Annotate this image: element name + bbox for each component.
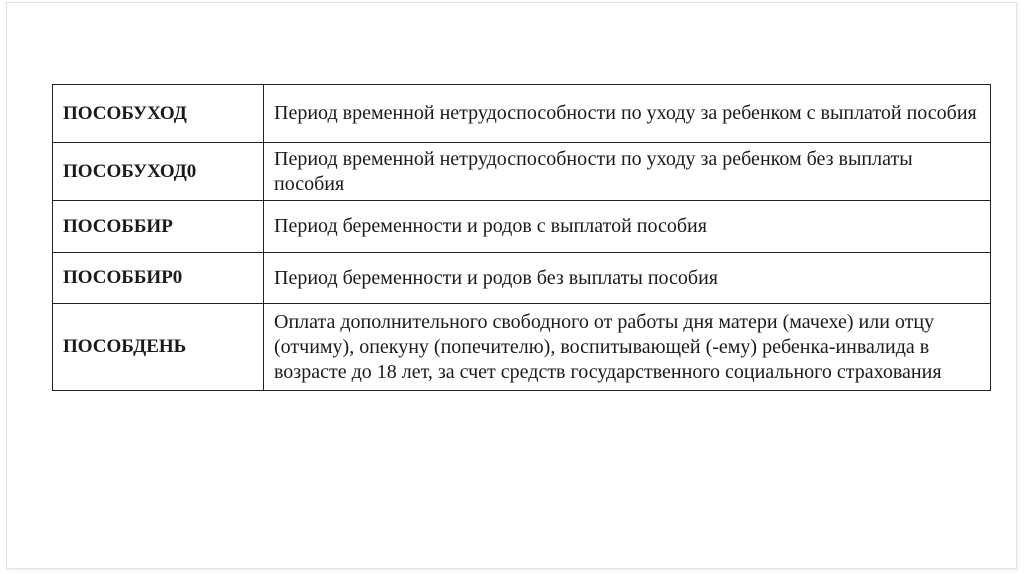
code-cell: ПОСОБДЕНЬ <box>53 304 264 391</box>
table-row <box>53 201 991 253</box>
description-cell: Период временной нетрудоспособности по уходу за ребенком без выплаты пособия <box>264 143 991 201</box>
table-row <box>53 85 991 143</box>
code-cell: ПОСОББИР0 <box>53 253 264 304</box>
code-cell: ПОСОБУХОД0 <box>53 143 264 201</box>
code-cell: ПОСОБУХОД <box>53 85 264 143</box>
code-cell: ПОСОББИР <box>53 201 264 253</box>
description-cell: Период беременности и родов без выплаты пособия <box>264 253 991 304</box>
description-cell: Период беременности и родов с выплатой пособия <box>264 201 991 253</box>
table-row <box>53 143 991 201</box>
benefit-codes-table <box>52 84 991 391</box>
description-cell: Период временной нетрудоспособности по уходу за ребенком с выплатой пособия <box>264 85 991 143</box>
table-row <box>53 253 991 304</box>
description-cell: Оплата дополнительного свободного от работы дня матери (мачехе) или отцу (отчиму), опекуну (попечителю), воспитывающей (-ему) ребенка-инвалида в возрасте до 18 лет, за счет средств государственного социального страхования <box>264 304 991 391</box>
table-row <box>53 304 991 391</box>
